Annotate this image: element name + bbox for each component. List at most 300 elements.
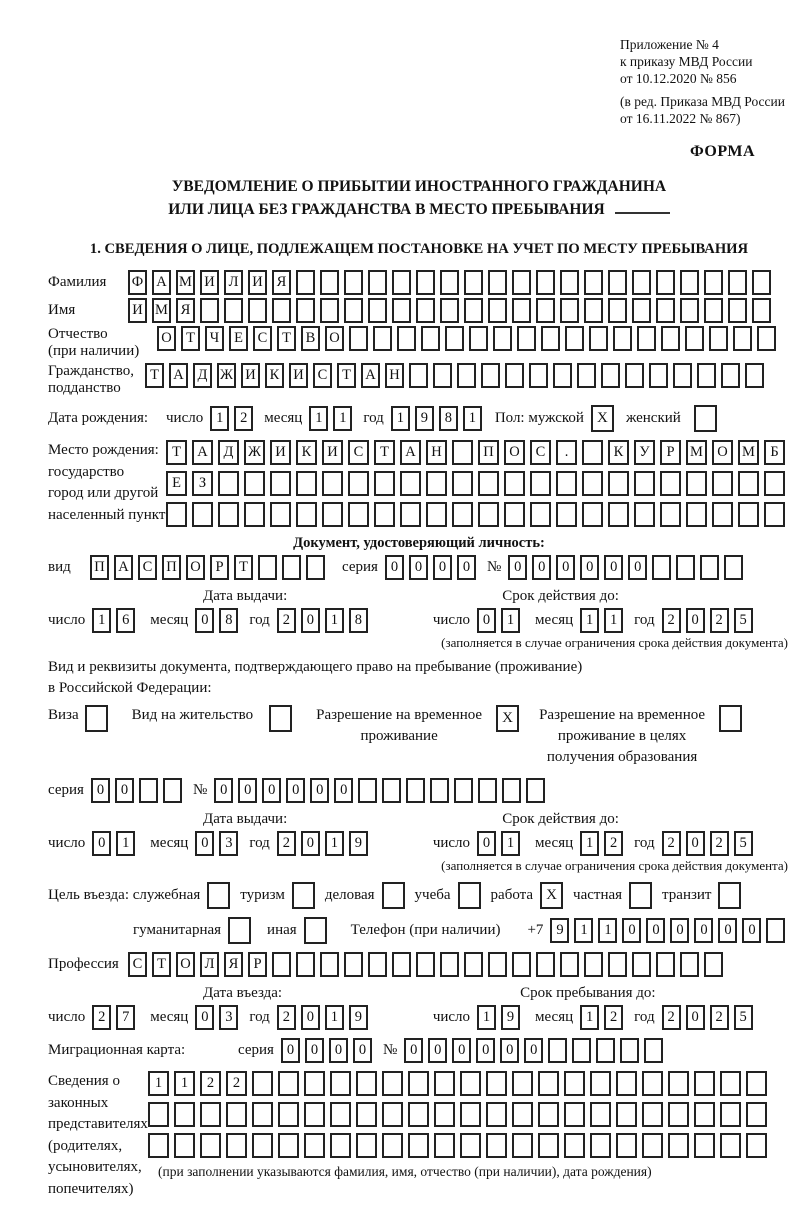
cell[interactable] (538, 1102, 559, 1127)
cell[interactable]: 0 (329, 1038, 348, 1063)
cell[interactable] (252, 1133, 273, 1158)
cell[interactable] (397, 326, 416, 351)
cell[interactable] (642, 1071, 663, 1096)
cell[interactable]: 0 (404, 1038, 423, 1063)
cell[interactable]: 0 (686, 831, 705, 856)
cell[interactable]: Т (166, 440, 187, 465)
cell[interactable] (358, 778, 377, 803)
cell[interactable] (486, 1071, 507, 1096)
cell[interactable] (478, 778, 497, 803)
cell[interactable]: 9 (349, 831, 368, 856)
cell[interactable] (426, 502, 447, 527)
cell[interactable] (348, 471, 369, 496)
cell[interactable]: 0 (524, 1038, 543, 1063)
cell[interactable] (486, 1102, 507, 1127)
cell[interactable]: 2 (277, 1005, 296, 1030)
cell[interactable]: Р (210, 555, 229, 580)
female-checkbox[interactable] (694, 405, 717, 432)
cell[interactable] (344, 298, 363, 323)
cell[interactable] (192, 502, 213, 527)
other-checkbox[interactable] (304, 917, 327, 944)
cell[interactable]: 0 (428, 1038, 447, 1063)
cell[interactable] (502, 778, 521, 803)
cell[interactable] (416, 270, 435, 295)
cell[interactable]: 0 (286, 778, 305, 803)
cell[interactable] (200, 1102, 221, 1127)
cell[interactable]: С (138, 555, 157, 580)
cell[interactable]: 0 (477, 608, 496, 633)
cell[interactable] (656, 952, 675, 977)
cell[interactable]: М (176, 270, 195, 295)
cell[interactable] (270, 502, 291, 527)
cell[interactable]: 2 (662, 1005, 681, 1030)
cell[interactable] (368, 270, 387, 295)
cell[interactable]: Т (337, 363, 356, 388)
cell[interactable] (584, 270, 603, 295)
cell[interactable] (296, 502, 317, 527)
residence-permit-checkbox[interactable] (269, 705, 292, 732)
cell[interactable] (452, 471, 473, 496)
cell[interactable] (676, 555, 695, 580)
cell[interactable] (564, 1071, 585, 1096)
cell[interactable] (174, 1133, 195, 1158)
cell[interactable] (493, 326, 512, 351)
cell[interactable] (408, 1133, 429, 1158)
cell[interactable] (481, 363, 500, 388)
cell[interactable]: 0 (262, 778, 281, 803)
cell[interactable] (632, 952, 651, 977)
cell[interactable]: 1 (501, 608, 520, 633)
cell[interactable] (589, 326, 608, 351)
cell[interactable] (258, 555, 277, 580)
cell[interactable]: О (157, 326, 176, 351)
cell[interactable]: А (361, 363, 380, 388)
cell[interactable] (382, 1071, 403, 1096)
cell[interactable]: 8 (439, 406, 458, 431)
cell[interactable]: 1 (92, 608, 111, 633)
cell[interactable] (400, 471, 421, 496)
cell[interactable]: О (712, 440, 733, 465)
cell[interactable] (590, 1102, 611, 1127)
cell[interactable]: 2 (604, 831, 623, 856)
cell[interactable]: У (634, 440, 655, 465)
cell[interactable] (454, 778, 473, 803)
cell[interactable]: Н (385, 363, 404, 388)
cell[interactable] (224, 298, 243, 323)
cell[interactable] (416, 298, 435, 323)
cell[interactable] (652, 555, 671, 580)
cell[interactable]: 0 (686, 1005, 705, 1030)
cell[interactable]: Ч (205, 326, 224, 351)
cell[interactable] (460, 1102, 481, 1127)
cell[interactable] (541, 326, 560, 351)
cell[interactable]: 5 (734, 608, 753, 633)
cell[interactable]: 1 (598, 918, 617, 943)
cell[interactable] (656, 298, 675, 323)
cell[interactable] (590, 1133, 611, 1158)
cell[interactable] (272, 952, 291, 977)
cell[interactable] (166, 502, 187, 527)
cell[interactable] (700, 555, 719, 580)
cell[interactable]: И (248, 270, 267, 295)
cell[interactable] (720, 1071, 741, 1096)
cell[interactable]: П (90, 555, 109, 580)
cell[interactable]: 0 (694, 918, 713, 943)
cell[interactable] (632, 270, 651, 295)
cell[interactable]: С (253, 326, 272, 351)
cell[interactable] (320, 952, 339, 977)
cell[interactable]: 1 (604, 608, 623, 633)
cell[interactable]: 2 (200, 1071, 221, 1096)
cell[interactable] (392, 952, 411, 977)
cell[interactable]: 0 (532, 555, 551, 580)
cell[interactable] (348, 502, 369, 527)
cell[interactable] (577, 363, 596, 388)
cell[interactable]: Б (764, 440, 785, 465)
cell[interactable] (200, 1133, 221, 1158)
cell[interactable]: 0 (281, 1038, 300, 1063)
cell[interactable] (226, 1102, 247, 1127)
cell[interactable] (526, 778, 545, 803)
cell[interactable]: Е (166, 471, 187, 496)
cell[interactable] (356, 1102, 377, 1127)
cell[interactable] (440, 298, 459, 323)
cell[interactable]: 0 (385, 555, 404, 580)
cell[interactable] (712, 471, 733, 496)
cell[interactable] (556, 502, 577, 527)
cell[interactable]: С (313, 363, 332, 388)
cell[interactable] (680, 298, 699, 323)
cell[interactable] (478, 502, 499, 527)
cell[interactable] (272, 298, 291, 323)
cell[interactable] (218, 502, 239, 527)
cell[interactable] (601, 363, 620, 388)
cell[interactable] (613, 326, 632, 351)
cell[interactable]: Л (200, 952, 219, 977)
cell[interactable] (460, 1071, 481, 1096)
cell[interactable] (642, 1102, 663, 1127)
cell[interactable] (139, 778, 158, 803)
cell[interactable] (322, 502, 343, 527)
cell[interactable]: С (530, 440, 551, 465)
cell[interactable]: 2 (710, 1005, 729, 1030)
official-checkbox[interactable] (207, 882, 230, 909)
cell[interactable] (368, 952, 387, 977)
cell[interactable]: П (162, 555, 181, 580)
cell[interactable]: Т (277, 326, 296, 351)
cell[interactable] (686, 502, 707, 527)
cell[interactable]: 5 (734, 831, 753, 856)
cell[interactable] (306, 555, 325, 580)
cell[interactable] (625, 363, 644, 388)
cell[interactable] (596, 1038, 615, 1063)
cell[interactable]: А (192, 440, 213, 465)
cell[interactable] (530, 502, 551, 527)
cell[interactable] (608, 471, 629, 496)
cell[interactable]: Ф (128, 270, 147, 295)
cell[interactable] (488, 952, 507, 977)
cell[interactable] (252, 1071, 273, 1096)
cell[interactable]: 5 (734, 1005, 753, 1030)
cell[interactable] (572, 1038, 591, 1063)
cell[interactable] (709, 326, 728, 351)
private-checkbox[interactable] (629, 882, 652, 909)
cell[interactable]: . (556, 440, 577, 465)
cell[interactable] (400, 502, 421, 527)
cell[interactable] (434, 1133, 455, 1158)
cell[interactable] (270, 471, 291, 496)
cell[interactable] (452, 440, 473, 465)
cell[interactable] (680, 270, 699, 295)
cell[interactable] (766, 918, 785, 943)
cell[interactable] (538, 1071, 559, 1096)
cell[interactable]: Р (248, 952, 267, 977)
cell[interactable] (680, 952, 699, 977)
cell[interactable]: 2 (277, 831, 296, 856)
cell[interactable] (608, 270, 627, 295)
cell[interactable] (409, 363, 428, 388)
cell[interactable] (304, 1071, 325, 1096)
cell[interactable] (608, 502, 629, 527)
cell[interactable] (582, 502, 603, 527)
cell[interactable]: Д (193, 363, 212, 388)
cell[interactable]: Т (374, 440, 395, 465)
cell[interactable] (738, 471, 759, 496)
cell[interactable] (668, 1133, 689, 1158)
cell[interactable] (512, 1102, 533, 1127)
cell[interactable] (296, 952, 315, 977)
cell[interactable] (304, 1102, 325, 1127)
cell[interactable] (430, 778, 449, 803)
cell[interactable]: 2 (234, 406, 253, 431)
cell[interactable] (757, 326, 776, 351)
cell[interactable] (148, 1133, 169, 1158)
cell[interactable]: 2 (662, 831, 681, 856)
cell[interactable] (697, 363, 716, 388)
cell[interactable] (505, 363, 524, 388)
cell[interactable] (382, 1133, 403, 1158)
cell[interactable]: Л (224, 270, 243, 295)
cell[interactable] (421, 326, 440, 351)
cell[interactable]: 0 (214, 778, 233, 803)
cell[interactable]: П (478, 440, 499, 465)
cell[interactable]: С (348, 440, 369, 465)
cell[interactable] (644, 1038, 663, 1063)
cell[interactable] (464, 270, 483, 295)
cell[interactable] (673, 363, 692, 388)
cell[interactable]: И (241, 363, 260, 388)
cell[interactable] (433, 363, 452, 388)
cell[interactable]: 0 (604, 555, 623, 580)
cell[interactable]: 0 (500, 1038, 519, 1063)
cell[interactable]: И (270, 440, 291, 465)
cell[interactable]: М (686, 440, 707, 465)
cell[interactable] (349, 326, 368, 351)
cell[interactable]: И (128, 298, 147, 323)
cell[interactable]: А (400, 440, 421, 465)
cell[interactable] (728, 270, 747, 295)
cell[interactable] (248, 298, 267, 323)
visa-checkbox[interactable] (85, 705, 108, 732)
cell[interactable]: 0 (310, 778, 329, 803)
cell[interactable]: 0 (628, 555, 647, 580)
cell[interactable]: 0 (301, 608, 320, 633)
cell[interactable] (320, 270, 339, 295)
cell[interactable]: 8 (349, 608, 368, 633)
cell[interactable]: 0 (686, 608, 705, 633)
cell[interactable]: 1 (325, 1005, 344, 1030)
cell[interactable]: 0 (195, 608, 214, 633)
cell[interactable]: 0 (670, 918, 689, 943)
cell[interactable]: 0 (301, 1005, 320, 1030)
cell[interactable] (584, 298, 603, 323)
cell[interactable]: Т (145, 363, 164, 388)
cell[interactable] (517, 326, 536, 351)
cell[interactable]: 1 (501, 831, 520, 856)
cell[interactable] (634, 471, 655, 496)
cell[interactable]: 3 (219, 831, 238, 856)
study-checkbox[interactable] (458, 882, 481, 909)
cell[interactable] (704, 952, 723, 977)
cell[interactable] (536, 298, 555, 323)
cell[interactable]: 9 (550, 918, 569, 943)
cell[interactable] (668, 1102, 689, 1127)
work-checkbox[interactable]: X (540, 882, 563, 909)
cell[interactable] (660, 471, 681, 496)
cell[interactable]: О (176, 952, 195, 977)
cell[interactable] (296, 298, 315, 323)
cell[interactable] (344, 952, 363, 977)
cell[interactable]: 0 (477, 831, 496, 856)
cell[interactable] (553, 363, 572, 388)
cell[interactable]: 6 (116, 608, 135, 633)
cell[interactable]: 9 (415, 406, 434, 431)
cell[interactable]: 0 (457, 555, 476, 580)
cell[interactable]: 0 (409, 555, 428, 580)
cell[interactable] (488, 298, 507, 323)
cell[interactable]: 0 (334, 778, 353, 803)
cell[interactable] (685, 326, 704, 351)
cell[interactable] (174, 1102, 195, 1127)
cell[interactable] (226, 1133, 247, 1158)
cell[interactable]: 0 (742, 918, 761, 943)
cell[interactable]: Т (234, 555, 253, 580)
cell[interactable]: 0 (452, 1038, 471, 1063)
cell[interactable]: 0 (646, 918, 665, 943)
cell[interactable] (616, 1133, 637, 1158)
cell[interactable]: М (738, 440, 759, 465)
cell[interactable] (752, 298, 771, 323)
cell[interactable] (374, 471, 395, 496)
cell[interactable]: И (289, 363, 308, 388)
cell[interactable] (649, 363, 668, 388)
cell[interactable] (746, 1133, 767, 1158)
cell[interactable] (148, 1102, 169, 1127)
cell[interactable]: Т (181, 326, 200, 351)
cell[interactable] (660, 502, 681, 527)
cell[interactable] (590, 1071, 611, 1096)
cell[interactable] (373, 326, 392, 351)
cell[interactable]: А (169, 363, 188, 388)
cell[interactable] (278, 1133, 299, 1158)
cell[interactable]: Р (660, 440, 681, 465)
cell[interactable]: 1 (580, 831, 599, 856)
cell[interactable]: Ж (244, 440, 265, 465)
cell[interactable]: 1 (477, 1005, 496, 1030)
cell[interactable]: 1 (210, 406, 229, 431)
cell[interactable] (512, 1133, 533, 1158)
cell[interactable] (392, 298, 411, 323)
cell[interactable] (304, 1133, 325, 1158)
cell[interactable]: 2 (710, 831, 729, 856)
cell[interactable]: Е (229, 326, 248, 351)
cell[interactable] (560, 298, 579, 323)
cell[interactable] (382, 778, 401, 803)
cell[interactable]: И (322, 440, 343, 465)
cell[interactable]: Ж (217, 363, 236, 388)
cell[interactable]: О (504, 440, 525, 465)
cell[interactable]: 1 (580, 1005, 599, 1030)
cell[interactable] (746, 1102, 767, 1127)
cell[interactable] (704, 298, 723, 323)
cell[interactable]: С (128, 952, 147, 977)
male-checkbox[interactable]: X (591, 405, 614, 432)
cell[interactable]: 7 (116, 1005, 135, 1030)
cell[interactable] (694, 1102, 715, 1127)
cell[interactable] (752, 270, 771, 295)
cell[interactable] (512, 952, 531, 977)
cell[interactable]: Н (426, 440, 447, 465)
temp-residence-checkbox[interactable]: X (496, 705, 519, 732)
cell[interactable] (738, 502, 759, 527)
cell[interactable] (440, 952, 459, 977)
cell[interactable] (661, 326, 680, 351)
cell[interactable] (486, 1133, 507, 1158)
cell[interactable]: А (152, 270, 171, 295)
cell[interactable] (686, 471, 707, 496)
cell[interactable] (478, 471, 499, 496)
cell[interactable] (608, 952, 627, 977)
cell[interactable]: О (325, 326, 344, 351)
cell[interactable] (564, 1133, 585, 1158)
cell[interactable] (460, 1133, 481, 1158)
cell[interactable] (668, 1071, 689, 1096)
cell[interactable]: 0 (305, 1038, 324, 1063)
cell[interactable] (608, 298, 627, 323)
cell[interactable]: 0 (238, 778, 257, 803)
cell[interactable]: 8 (219, 608, 238, 633)
cell[interactable] (704, 270, 723, 295)
cell[interactable] (584, 952, 603, 977)
cell[interactable]: 1 (391, 406, 410, 431)
cell[interactable] (252, 1102, 273, 1127)
cell[interactable] (445, 326, 464, 351)
cell[interactable] (163, 778, 182, 803)
cell[interactable] (637, 326, 656, 351)
cell[interactable] (356, 1071, 377, 1096)
cell[interactable] (634, 502, 655, 527)
cell[interactable] (556, 471, 577, 496)
cell[interactable]: М (152, 298, 171, 323)
cell[interactable] (564, 1102, 585, 1127)
cell[interactable] (548, 1038, 567, 1063)
cell[interactable] (244, 502, 265, 527)
cell[interactable]: 0 (508, 555, 527, 580)
cell[interactable]: И (200, 270, 219, 295)
cell[interactable] (712, 502, 733, 527)
cell[interactable] (368, 298, 387, 323)
business-checkbox[interactable] (382, 882, 405, 909)
